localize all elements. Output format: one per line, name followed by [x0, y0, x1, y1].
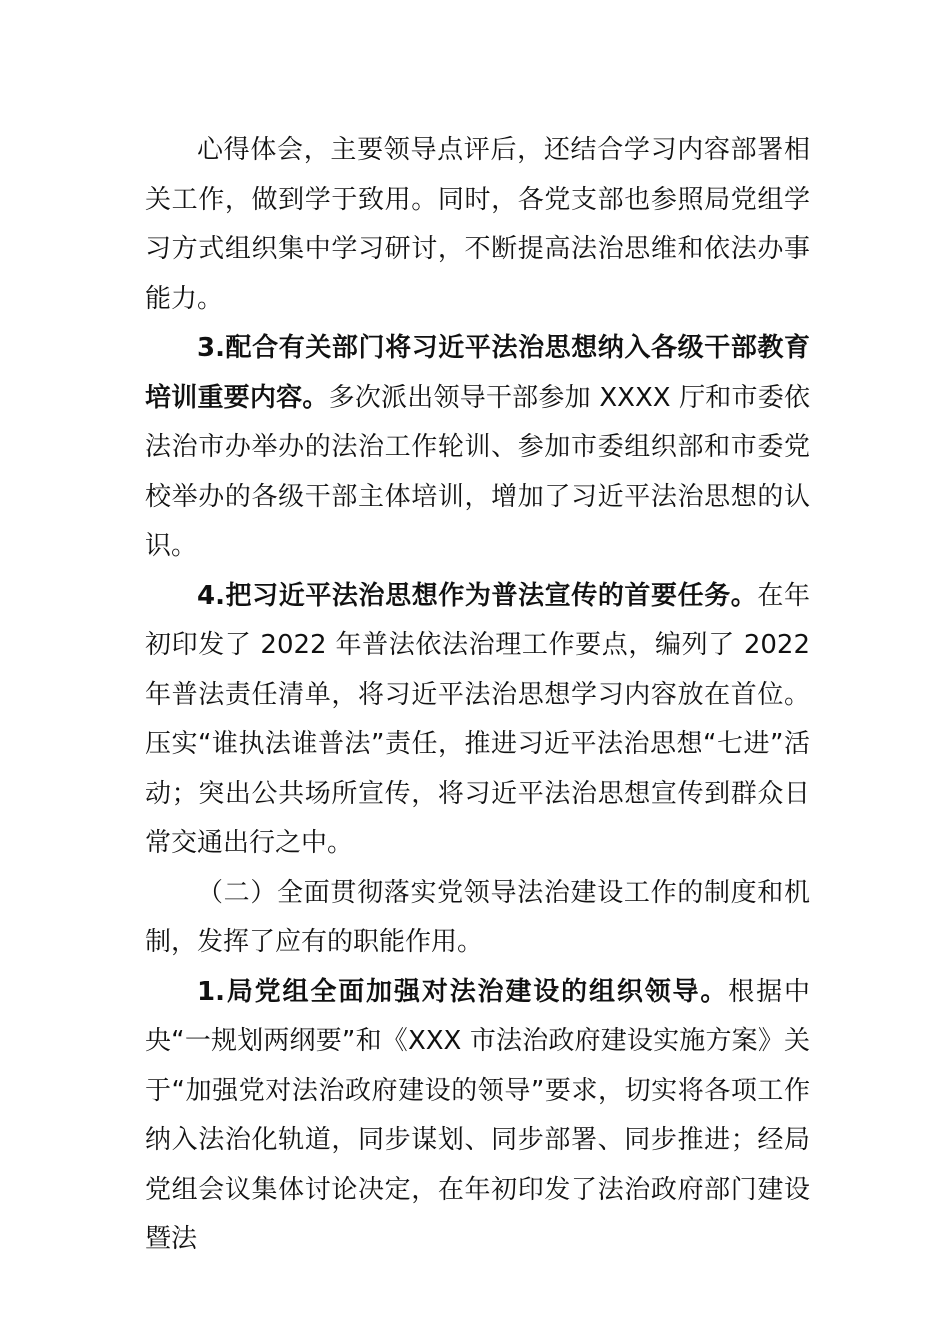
paragraph-item-4-legal-publicity [145, 572, 810, 869]
paragraph-section-2-heading [145, 869, 810, 968]
paragraph-lead: 1.局党组全面加强对法治建设的组织领导。 [197, 976, 729, 1007]
paragraph-text: 在年初印发了 2022 年普法依法治理工作要点，编列了 2022 年普法责任清单，将习近平法治思想学习内容放在首位。压实“谁执法谁普法”责任，推进习近平法治思想“七进”活动；突出公共场所宣传，将习近平法治思想宣传到群众日常交通出行之中。 [145, 580, 810, 858]
paragraph-lead: 3.配合有关部门将习近平法治思想纳入各级干部教育培训重要内容。 [145, 333, 810, 413]
paragraph-item-3-cadre-training [145, 324, 810, 572]
paragraph-text: 多次派出领导干部参加 XXXX 厅和市委依法治市办举办的法治工作轮训、参加市委组织部和市委党校举办的各级干部主体培训，增加了习近平法治思想的认识。 [145, 382, 810, 561]
paragraph-text: 根据中央“一规划两纲要”和《XXX 市法治政府建设实施方案》关于“加强党对法治政府建设的领导”要求，切实将各项工作纳入法治化轨道，同步谋划、同步部署、同步推进；经局党组会议集体讨论决定，在年初印发了法治政府部门建设暨法 [145, 976, 810, 1254]
paragraph-study-experience [145, 126, 810, 324]
paragraph-text: 心得体会，主要领导点评后，还结合学习内容部署相关工作，做到学于致用。同时，各党支部也参照局党组学习方式组织集中学习研讨，不断提高法治思维和依法办事能力。 [145, 135, 810, 314]
paragraph-text: （二）全面贯彻落实党领导法治建设工作的制度和机制，发挥了应有的职能作用。 [145, 877, 810, 957]
document-body [145, 126, 810, 1265]
paragraph-lead: 4.把习近平法治思想作为普法宣传的首要任务。 [197, 580, 758, 611]
paragraph-item-1-party-leadership [145, 968, 810, 1265]
